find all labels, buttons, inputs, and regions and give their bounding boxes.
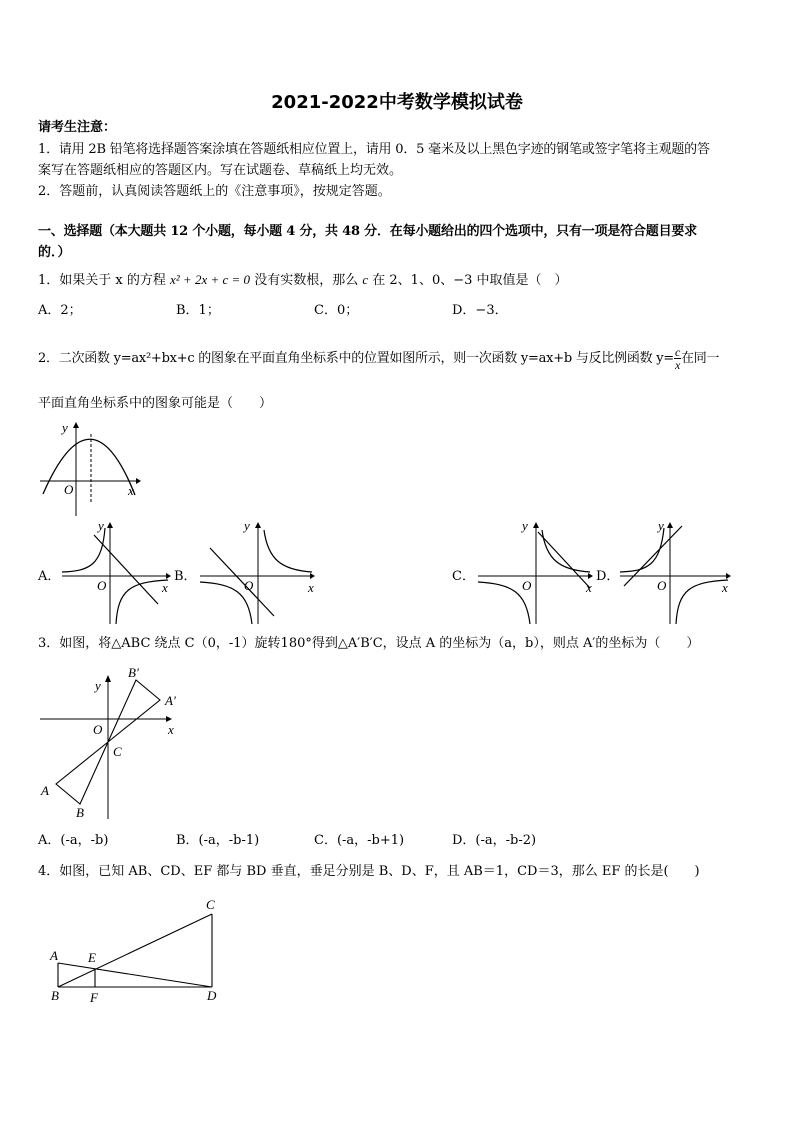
q2-fraction-denominator: x (674, 358, 681, 372)
question-2-line-2: 平面直角坐标系中的图象可能是（ ） (38, 396, 273, 411)
y-axis-arrow-icon (107, 522, 113, 528)
y-axis-arrow-icon (73, 422, 79, 428)
point-e-label: E (88, 950, 96, 965)
q2-fraction (674, 346, 681, 371)
q1-suffix: 在 2、1、0、−3 中取值是（ ） (372, 273, 568, 288)
point-b-label: B (76, 805, 84, 820)
section-heading-line-1: 一、选择题（本大题共 12 个小题，每小题 4 分，共 48 分．在每小题给出的四个选项中，只有一项是符合题目要求 (38, 224, 697, 239)
y-axis-label: y (244, 518, 250, 533)
point-d-label: D (207, 988, 217, 1003)
q2-option-a-label: A． (38, 569, 61, 584)
linear-function-line (538, 532, 590, 588)
q4-perpendicular-figure (44, 892, 234, 1010)
question-1 (38, 270, 568, 291)
q2-line1-prefix: 2．二次函数 y=ax²+bx+c 的图象在平面直角坐标系中的位置如图所示，则一次函数 y=ax+b 与反比例函数 y= (38, 351, 674, 366)
y-axis-arrow-icon (105, 675, 111, 682)
q1-prefix: 1．如果关于 x 的方程 (38, 273, 166, 288)
triangle-abc (56, 742, 108, 804)
point-f-label: F (90, 990, 98, 1005)
x-axis-label: x (162, 580, 168, 595)
y-axis-arrow-icon (533, 522, 539, 528)
q1-option-d: D．−3． (452, 303, 508, 318)
question-2-line-1 (38, 346, 719, 371)
notice-item-2: 2．答题前，认真阅读答题纸上的《注意事项》，按规定答题。 (38, 184, 391, 199)
q1-option-b: B．1； (176, 303, 220, 318)
x-axis-label: x (308, 580, 314, 595)
q3-rotation-figure (36, 664, 186, 824)
x-axis-arrow-icon (136, 478, 141, 484)
q1-option-c: C．0； (314, 303, 359, 318)
point-c-label: C (113, 744, 122, 759)
q2-option-d-graph (618, 520, 736, 626)
point-a-label: A (41, 783, 49, 798)
hyperbola-branch-upper (62, 528, 105, 572)
question-4: 4．如图，已知 AB、CD、EF 都与 BD 垂直，垂足分别是 B、D、F，且 AB＝1，CD＝3，那么 EF 的长是( ) (38, 864, 700, 879)
y-axis-label: y (658, 518, 664, 533)
x-axis-arrow-icon (588, 573, 593, 579)
linear-function-line (210, 548, 274, 616)
q1-option-a: A．2； (38, 303, 82, 318)
q2-option-c-label: C． (452, 569, 475, 584)
segment-bc (58, 914, 212, 987)
hyperbola-branch-lower (676, 580, 728, 624)
origin-label: O (97, 578, 107, 593)
origin-label: O (657, 578, 667, 593)
y-axis-arrow-icon (255, 522, 261, 528)
x-axis-label: x (128, 483, 134, 498)
section-heading-line-2: 的．） (38, 245, 71, 260)
point-a-label: A (50, 948, 58, 963)
point-c-label: C (206, 897, 215, 912)
origin-label: O (244, 578, 254, 593)
q3-option-c: C．(-a，-b+1) (314, 833, 405, 848)
q3-option-b: B．(-a，-b-1) (176, 833, 260, 848)
x-axis-label: x (722, 580, 728, 595)
q1-mid: 没有实数根，那么 (254, 273, 359, 288)
q2-line1-suffix: 在同一 (681, 351, 720, 366)
question-3: 3．如图，将△ABC 绕点 C（0，-1）旋转180°得到△A′B′C，设点 A 的坐标为（a，b），则点 A′的坐标为（ ） (38, 636, 700, 651)
q2-fraction-numerator: c (674, 345, 681, 359)
q2-option-b-label: B． (174, 569, 197, 584)
hyperbola-branch-upper (542, 530, 590, 572)
origin-label: O (522, 578, 532, 593)
y-axis-label: y (95, 678, 101, 693)
x-axis-arrow-icon (726, 573, 731, 579)
q1-variable: c (362, 272, 369, 287)
linear-function-line (94, 535, 158, 604)
q1-equation: x² + 2x + c = 0 (170, 272, 251, 287)
q3-option-d: D．(-a，-b-2) (452, 833, 537, 848)
y-axis-arrow-icon (667, 522, 673, 528)
q2-option-b-graph (198, 520, 320, 626)
triangle-a1b1c (108, 680, 160, 742)
y-axis-label: y (522, 518, 528, 533)
parabola-curve (43, 439, 135, 495)
q2-parabola-figure (38, 420, 138, 518)
q3-option-a: A．(-a，-b) (38, 833, 109, 848)
point-b-prime-label: B' (128, 665, 139, 680)
hyperbola-branch-upper (620, 528, 664, 572)
segment-ad (58, 963, 212, 987)
x-axis-arrow-icon (166, 573, 171, 579)
x-axis-label: x (168, 722, 174, 737)
notice-item-1-line-2: 案写在答题纸相应的答题区内。写在试题卷、草稿纸上均无效。 (38, 163, 403, 178)
notice-item-1-line-1: 1．请用 2B 铅笔将选择题答案涂填在答题纸相应位置上，请用 0．5 毫米及以上黑色字迹的钢笔或签字笔将主观题的答 (38, 142, 710, 157)
origin-label: O (93, 722, 103, 737)
notice-heading: 请考生注意： (38, 120, 117, 135)
y-axis-label: y (62, 420, 68, 435)
point-a-prime-label: A' (165, 693, 176, 708)
q2-option-c-graph (476, 520, 598, 626)
hyperbola-branch-upper (264, 530, 312, 572)
linear-function-line (624, 526, 682, 586)
x-axis-arrow-icon (310, 573, 315, 579)
page-title: 2021-2022中考数学模拟试卷 (271, 92, 523, 113)
x-axis-label: x (586, 580, 592, 595)
point-b-label: B (51, 988, 59, 1003)
origin-label: O (64, 482, 74, 497)
q2-option-a-graph (60, 520, 172, 626)
q2-option-d-label: D． (596, 569, 620, 584)
y-axis-label: y (98, 518, 104, 533)
